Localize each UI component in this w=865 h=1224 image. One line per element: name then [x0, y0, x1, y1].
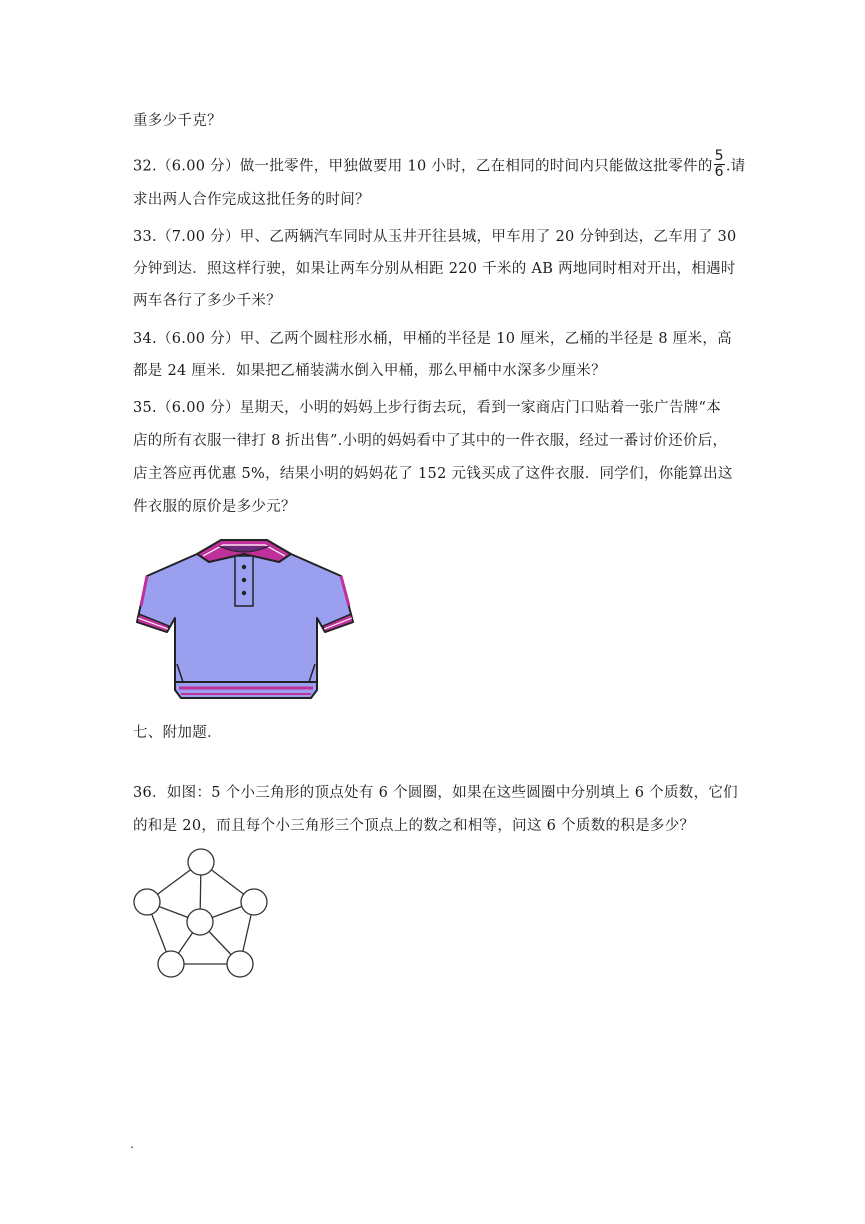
q36-line-2: 的和是 20，而且每个小三角形三个顶点上的数之和相等，问这 6 个质数的积是多少？ [133, 818, 695, 834]
q36-line-1: 36．如图：5 个小三角形的顶点处有 6 个圆圈，如果在这些圆圈中分别填上 6 个质数，它们 [133, 785, 738, 801]
shirt-hem [175, 682, 317, 698]
q35-line-2: 店的所有衣服一律打 8 折出售”.小明的妈妈看中了其中的一件衣服，经过一番讨价还价后， [133, 433, 728, 449]
q32-text-before-fraction: 32.（6.00 分）做一批零件，甲独做要用 10 小时，乙在相同的时间内只能做这批零件的 [133, 158, 713, 175]
q32-line-2: 求出两人合作完成这批任务的时间？ [133, 192, 370, 208]
q35-line-3: 店主答应再优惠 5%，结果小明的妈妈花了 152 元钱买成了这件衣服．同学们，你能算出这 [133, 466, 733, 482]
q34-line-1: 34.（6.00 分）甲、乙两个圆柱形水桶，甲桶的半径是 10 厘米，乙桶的半径是 8 厘米，高 [133, 331, 732, 347]
pentagon-circle-diagram [130, 846, 272, 982]
footer-mark: . [130, 1137, 134, 1151]
q32-fraction-numerator: 5 [714, 148, 724, 164]
q33-line-2: 分钟到达．照这样行驶，如果让两车分别从相距 220 千米的 AB 两地同时相对开出，相遇时 [133, 261, 736, 277]
button-2 [242, 578, 246, 582]
button-1 [242, 565, 246, 569]
q35-line-4: 件衣服的原价是多少元？ [133, 499, 296, 515]
circle-bottom-right [227, 951, 253, 977]
q35-line-1: 35.（6.00 分）星期天，小明的妈妈上步行街去玩，看到一家商店门口贴着一张广告牌“本 [133, 400, 722, 416]
section-7-heading: 七、附加题． [133, 725, 222, 741]
q33-line-3: 两车各行了多少千米？ [133, 293, 281, 309]
q32-line-1 [133, 148, 746, 182]
circle-top [188, 849, 214, 875]
q32-text-after-fraction: .请 [725, 158, 746, 175]
q32-fraction [714, 149, 725, 180]
q31-tail-text: 重多少千克？ [133, 113, 222, 129]
shirt-illustration [131, 536, 357, 702]
q34-line-2: 都是 24 厘米．如果把乙桶装满水倒入甲桶，那么甲桶中水深多少厘米？ [133, 363, 606, 379]
q33-line-1: 33.（7.00 分）甲、乙两辆汽车同时从玉井开往县城，甲车用了 20 分钟到达，乙车用了 30 [133, 229, 737, 245]
q32-fraction-denominator: 6 [714, 164, 724, 180]
button-3 [242, 591, 246, 595]
circle-right [241, 889, 267, 915]
circle-bottom-left [158, 951, 184, 977]
circle-center [187, 909, 213, 935]
circle-left [134, 889, 160, 915]
